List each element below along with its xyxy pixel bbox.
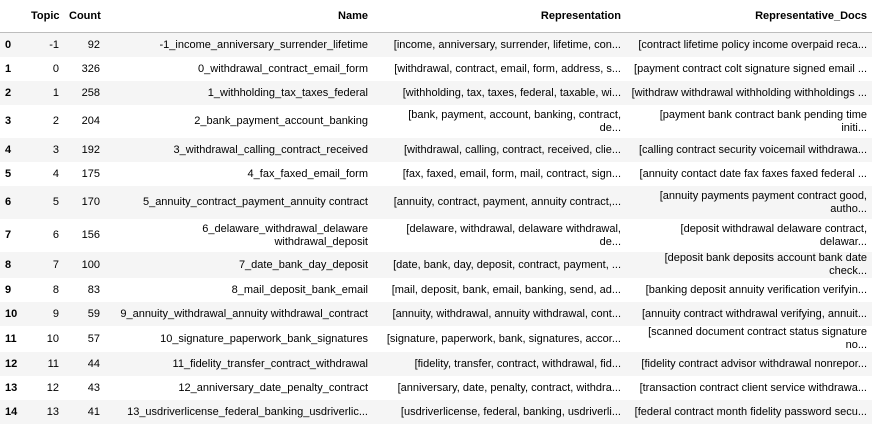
name-line-2: withdrawal_deposit	[274, 235, 368, 248]
table-row	[0, 57, 872, 81]
row-index: 6	[5, 196, 12, 208]
row-index: 10	[5, 307, 18, 320]
name-cell: 10_signature_paperwork_bank_signatures	[160, 332, 368, 345]
docs-cell: [calling contract security voicemail withdrawa...	[638, 143, 867, 156]
docs-cell: [federal contract month fidelity password secu...	[634, 405, 867, 418]
docs-cell: [withdraw withdrawal withholding withholdings ...	[631, 86, 867, 99]
topic-cell: 4	[52, 167, 59, 180]
representation-cell: [signature, paperwork, bank, signatures, accor...	[386, 332, 621, 345]
docs-cell: [fidelity contract advisor withdrawal nonrepor...	[641, 357, 867, 370]
table-row	[0, 400, 872, 424]
name-cell: 0_withdrawal_contract_email_form	[198, 62, 368, 75]
table-row	[0, 162, 872, 186]
table-row	[0, 326, 872, 352]
name-cell: 3_withdrawal_calling_contract_received	[173, 143, 368, 156]
table-row	[0, 81, 872, 105]
docs-cell: [payment contract colt signature signed email ...	[634, 62, 867, 75]
count-cell: 156	[81, 229, 100, 241]
count-cell: 326	[81, 62, 100, 75]
docs-cell: [annuity contract withdrawal verifying, annuit...	[641, 307, 867, 320]
docs-cell: [banking deposit annuity verification verifyin...	[645, 283, 867, 296]
count-cell: 170	[81, 196, 100, 208]
name-cell: -1_income_anniversary_surrender_lifetime	[159, 38, 368, 51]
name-cell: 11_fidelity_transfer_contract_withdrawal	[172, 357, 368, 370]
row-index: 4	[5, 143, 12, 156]
docs-cell: [deposit withdrawal delaware contract, delawar...	[680, 222, 867, 248]
docs-cell: [annuity contact date fax faxes faxed federal ...	[639, 167, 867, 180]
name-cell: 13_usdriverlicense_federal_banking_usdriverlic...	[127, 405, 368, 418]
count-header: Count	[64, 0, 105, 33]
count-cell: 44	[87, 357, 100, 370]
name-cell: 9_annuity_withdrawal_annuity withdrawal_contract	[120, 307, 368, 320]
representation-cell: [withdrawal, contract, email, form, address, s...	[394, 62, 621, 75]
name-cell: 5_annuity_contract_payment_annuity contract	[142, 196, 368, 208]
row-index: 9	[5, 283, 12, 296]
name-cell: 8_mail_deposit_bank_email	[231, 283, 368, 296]
index-header	[0, 0, 26, 33]
count-cell: 204	[81, 115, 100, 127]
representation-cell: [income, anniversary, surrender, lifetime, con...	[393, 38, 621, 51]
table-row	[0, 376, 872, 400]
topic-cell: 12	[46, 381, 59, 394]
row-index: 11	[5, 332, 17, 345]
count-cell: 43	[87, 381, 100, 394]
table-row	[0, 33, 872, 58]
table-row	[0, 105, 872, 138]
docs-line-1: [annuity payments payment contract good,	[659, 189, 867, 202]
topic-cell: 7	[52, 258, 59, 271]
docs-line-2: autho...	[830, 202, 867, 215]
docs-cell: [transaction contract client service withdrawa...	[639, 381, 867, 394]
name-cell: 4_fax_faxed_email_form	[247, 167, 368, 180]
name-cell: 12_anniversary_date_penalty_contract	[178, 381, 368, 394]
name-cell: 7_date_bank_day_deposit	[238, 258, 368, 271]
topic-cell: 11	[47, 357, 59, 370]
row-index: 12	[5, 357, 18, 370]
row-index: 1	[5, 62, 12, 75]
name-header: Name	[105, 0, 373, 33]
representation-line-2: de...	[599, 121, 621, 134]
count-cell: 59	[87, 307, 100, 320]
row-index: 8	[5, 258, 12, 271]
representation-cell: [anniversary, date, penalty, contract, withdra...	[397, 381, 621, 394]
topic-cell: 0	[52, 62, 59, 75]
table-row	[0, 219, 872, 252]
representation-line-1: [bank, payment, account, banking, contract,	[408, 108, 621, 121]
name-cell: 2_bank_payment_account_banking	[194, 115, 368, 127]
docs-cell: [deposit bank deposits account bank date check...	[664, 252, 867, 277]
representation-cell	[373, 219, 626, 252]
count-cell: 258	[81, 86, 100, 99]
representation-line-2: de...	[599, 235, 621, 248]
count-cell: 41	[87, 405, 100, 418]
topic-cell: 1	[52, 86, 59, 99]
representation-line-1: [delaware, withdrawal, delaware withdrawal,	[406, 222, 621, 235]
topic-cell: 5	[52, 196, 59, 208]
representation-header: Representation	[373, 0, 626, 33]
topic-cell: 3	[52, 143, 59, 156]
count-cell: 57	[87, 332, 100, 345]
representation-cell: [date, bank, day, deposit, contract, payment, ...	[393, 258, 621, 271]
representation-cell: [fidelity, transfer, contract, withdrawal, fid...	[414, 357, 621, 370]
representative-docs-header: Representative_Docs	[626, 0, 872, 33]
topic-header: Topic	[26, 0, 64, 33]
count-cell: 83	[87, 283, 100, 296]
count-cell: 175	[81, 167, 100, 180]
table-row	[0, 352, 872, 376]
table-row	[0, 252, 872, 278]
name-cell	[105, 219, 373, 252]
representation-cell: [usdriverlicense, federal, banking, usdriverli...	[400, 405, 621, 418]
docs-cell: [payment bank contract bank pending time initi...	[659, 108, 867, 134]
representation-cell: [annuity, contract, payment, annuity contract,...	[393, 196, 621, 208]
representation-cell: [fax, faxed, email, form, mail, contract, sign...	[402, 167, 621, 180]
row-index: 14	[5, 405, 18, 418]
table-row	[0, 186, 872, 219]
row-index: 0	[5, 38, 12, 51]
representation-cell: [withholding, tax, taxes, federal, taxable, wi...	[402, 86, 621, 99]
topic-cell: 13	[46, 405, 59, 418]
table-row	[0, 302, 872, 326]
table-row	[0, 138, 872, 162]
count-cell: 192	[81, 143, 100, 156]
row-index: 3	[5, 115, 12, 127]
topic-cell: 10	[46, 332, 59, 345]
docs-cell: [scanned document contract status signature no...	[648, 326, 867, 351]
row-index: 2	[5, 86, 12, 99]
representation-cell: [withdrawal, calling, contract, received, clie...	[403, 143, 621, 156]
topic-cell: 6	[52, 229, 59, 241]
name-line-1: 6_delaware_withdrawal_delaware	[202, 222, 368, 235]
representation-cell: [annuity, withdrawal, annuity withdrawal, cont...	[392, 307, 621, 320]
topic-cell: 2	[52, 115, 59, 127]
name-cell: 1_withholding_tax_taxes_federal	[207, 86, 368, 99]
table-row	[0, 278, 872, 302]
count-cell: 100	[81, 258, 100, 271]
row-index: 5	[5, 167, 12, 180]
header-row	[0, 0, 872, 33]
representation-cell	[373, 105, 626, 138]
topic-cell: 8	[52, 283, 59, 296]
topic-cell: -1	[49, 38, 59, 51]
docs-cell	[626, 186, 872, 219]
row-index: 7	[5, 229, 12, 241]
count-cell: 92	[87, 38, 100, 51]
topic-cell: 9	[52, 307, 59, 320]
row-index: 13	[5, 381, 18, 394]
docs-cell: [contract lifetime policy income overpaid reca...	[638, 38, 867, 51]
representation-cell: [mail, deposit, bank, email, banking, send, ad...	[391, 283, 621, 296]
